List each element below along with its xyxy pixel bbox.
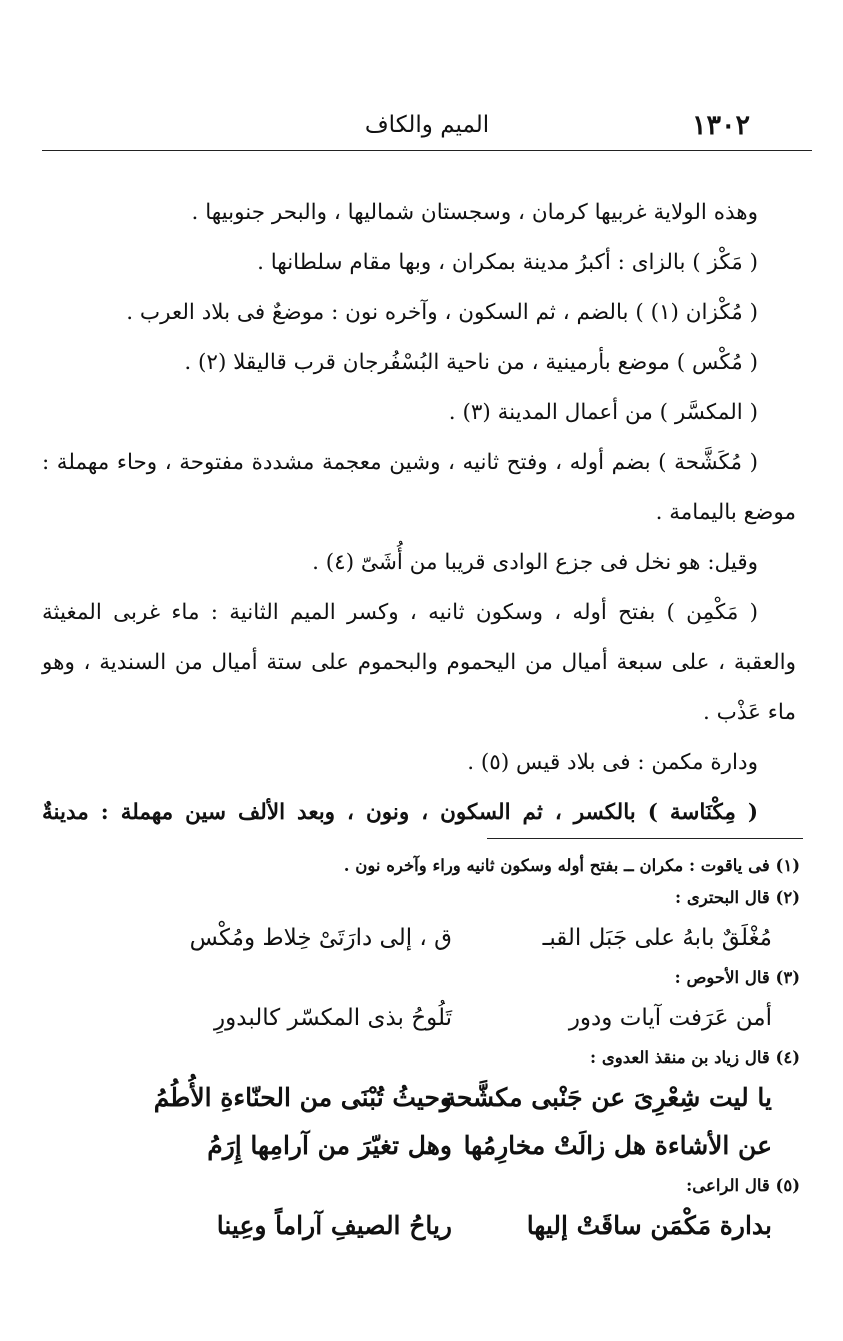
text-line: ( مُكَشَّحة ) بضم أوله ، وفتح ثانيه ، وشين معجمة مشددة مفتوحة ، وحاء مهملة :: [42, 450, 758, 475]
verse-second-hemistich: تَلُوحُ بذى المكسّر كالبدورِ: [214, 1005, 452, 1031]
footnote-4-verse-2: [58, 1122, 800, 1170]
verse-second-hemistich: رياحُ الصيفِ آراماً وعِينا: [216, 1211, 452, 1240]
page-number: ١٣٠٢: [691, 110, 750, 141]
verse-second-hemistich: وهل تغيّرَ من آرامِها إِرَمُ: [207, 1131, 452, 1160]
footnote-1: (١) فى ياقوت : مكران ــ بفتح أوله وسكون ثانيه وراء وآخره نون .: [343, 856, 800, 875]
text-line: موضع باليمامة .: [655, 500, 796, 525]
footnote-4-verse-1: [58, 1074, 800, 1122]
text-line: ( مُكْزان (١) ) بالضم ، ثم السكون ، وآخره نون : موضعٌ فى بلاد العرب .: [126, 300, 758, 325]
footnote-3-verse: [58, 994, 800, 1042]
main-text: [42, 188, 796, 838]
text-line: ( مُكْس ) موضع بأرمينية ، من ناحية البُسْفُرجان قرب قاليقلا (٢) .: [184, 350, 758, 375]
verse-first-hemistich: مُغْلَقٌ بابهُ على جَبَل القبـ: [542, 925, 772, 951]
verse-first-hemistich: عن الأشاءة هل زالَتْ مخارِمُها: [463, 1131, 772, 1160]
text-line: وهذه الولاية غربيها كرمان ، وسجستان شماليها ، والبحر جنوبيها .: [191, 200, 758, 225]
footnote-3-heading: (٣) قال الأحوص :: [674, 968, 800, 987]
text-line: وقيل: هو نخل فى جزع الوادى قريبا من أُشَىّ (٤) .: [312, 550, 758, 575]
verse-second-hemistich: وحيثُ تُبْنَى من الحنّاءةِ الأُطُمُ: [153, 1083, 452, 1112]
text-line: ودارة مكمن : فى بلاد قيس (٥) .: [467, 750, 758, 775]
footnote-5-heading: (٥) قال الراعى:: [686, 1176, 800, 1195]
footnote-2-heading: (٢) قال البحترى :: [675, 888, 800, 907]
text-line: ( مِكْنَاسة ) بالكسر ، ثم السكون ، ونون ، وبعد الألف سين مهملة : مدينةٌ: [42, 800, 758, 825]
text-line: ماء عَذْب .: [702, 700, 796, 725]
verse-second-hemistich: ق ، إلى دارَتَىْ خِلاط ومُكْس: [189, 925, 452, 951]
text-line: ( المكسَّر ) من أعمال المدينة (٣) .: [448, 400, 758, 425]
verse-first-hemistich: أمن عَرَفت آيات ودور: [568, 1005, 772, 1031]
footnote-4-heading: (٤) قال زياد بن منقذ العدوى :: [590, 1048, 800, 1067]
text-line: ( مَكْز ) بالزاى : أكبرُ مدينة بمكران ، وبها مقام سلطانها .: [257, 250, 758, 275]
verse-first-hemistich: يا ليت شِعْرِىَ عن جَنْبى مكشَّحة: [443, 1083, 772, 1112]
verse-first-hemistich: بدارة مَكْمَن ساقَتْ إليها: [526, 1211, 772, 1240]
text-line: والعقبة ، على سبعة أميال من اليحموم والبحموم على ستة أميال من السندية ، وهو: [42, 650, 796, 675]
text-line: ( مَكْمِن ) بفتح أوله ، وسكون ثانيه ، وكسر الميم الثانية : ماء غربى المغيثة: [42, 600, 758, 625]
footnote-5-verse: [58, 1202, 800, 1250]
running-title: الميم والكاف: [364, 112, 490, 138]
footnotes: [58, 850, 800, 1250]
footnote-2-verse: [58, 914, 800, 962]
footnote-divider: [487, 838, 803, 839]
page-header: [42, 100, 812, 151]
